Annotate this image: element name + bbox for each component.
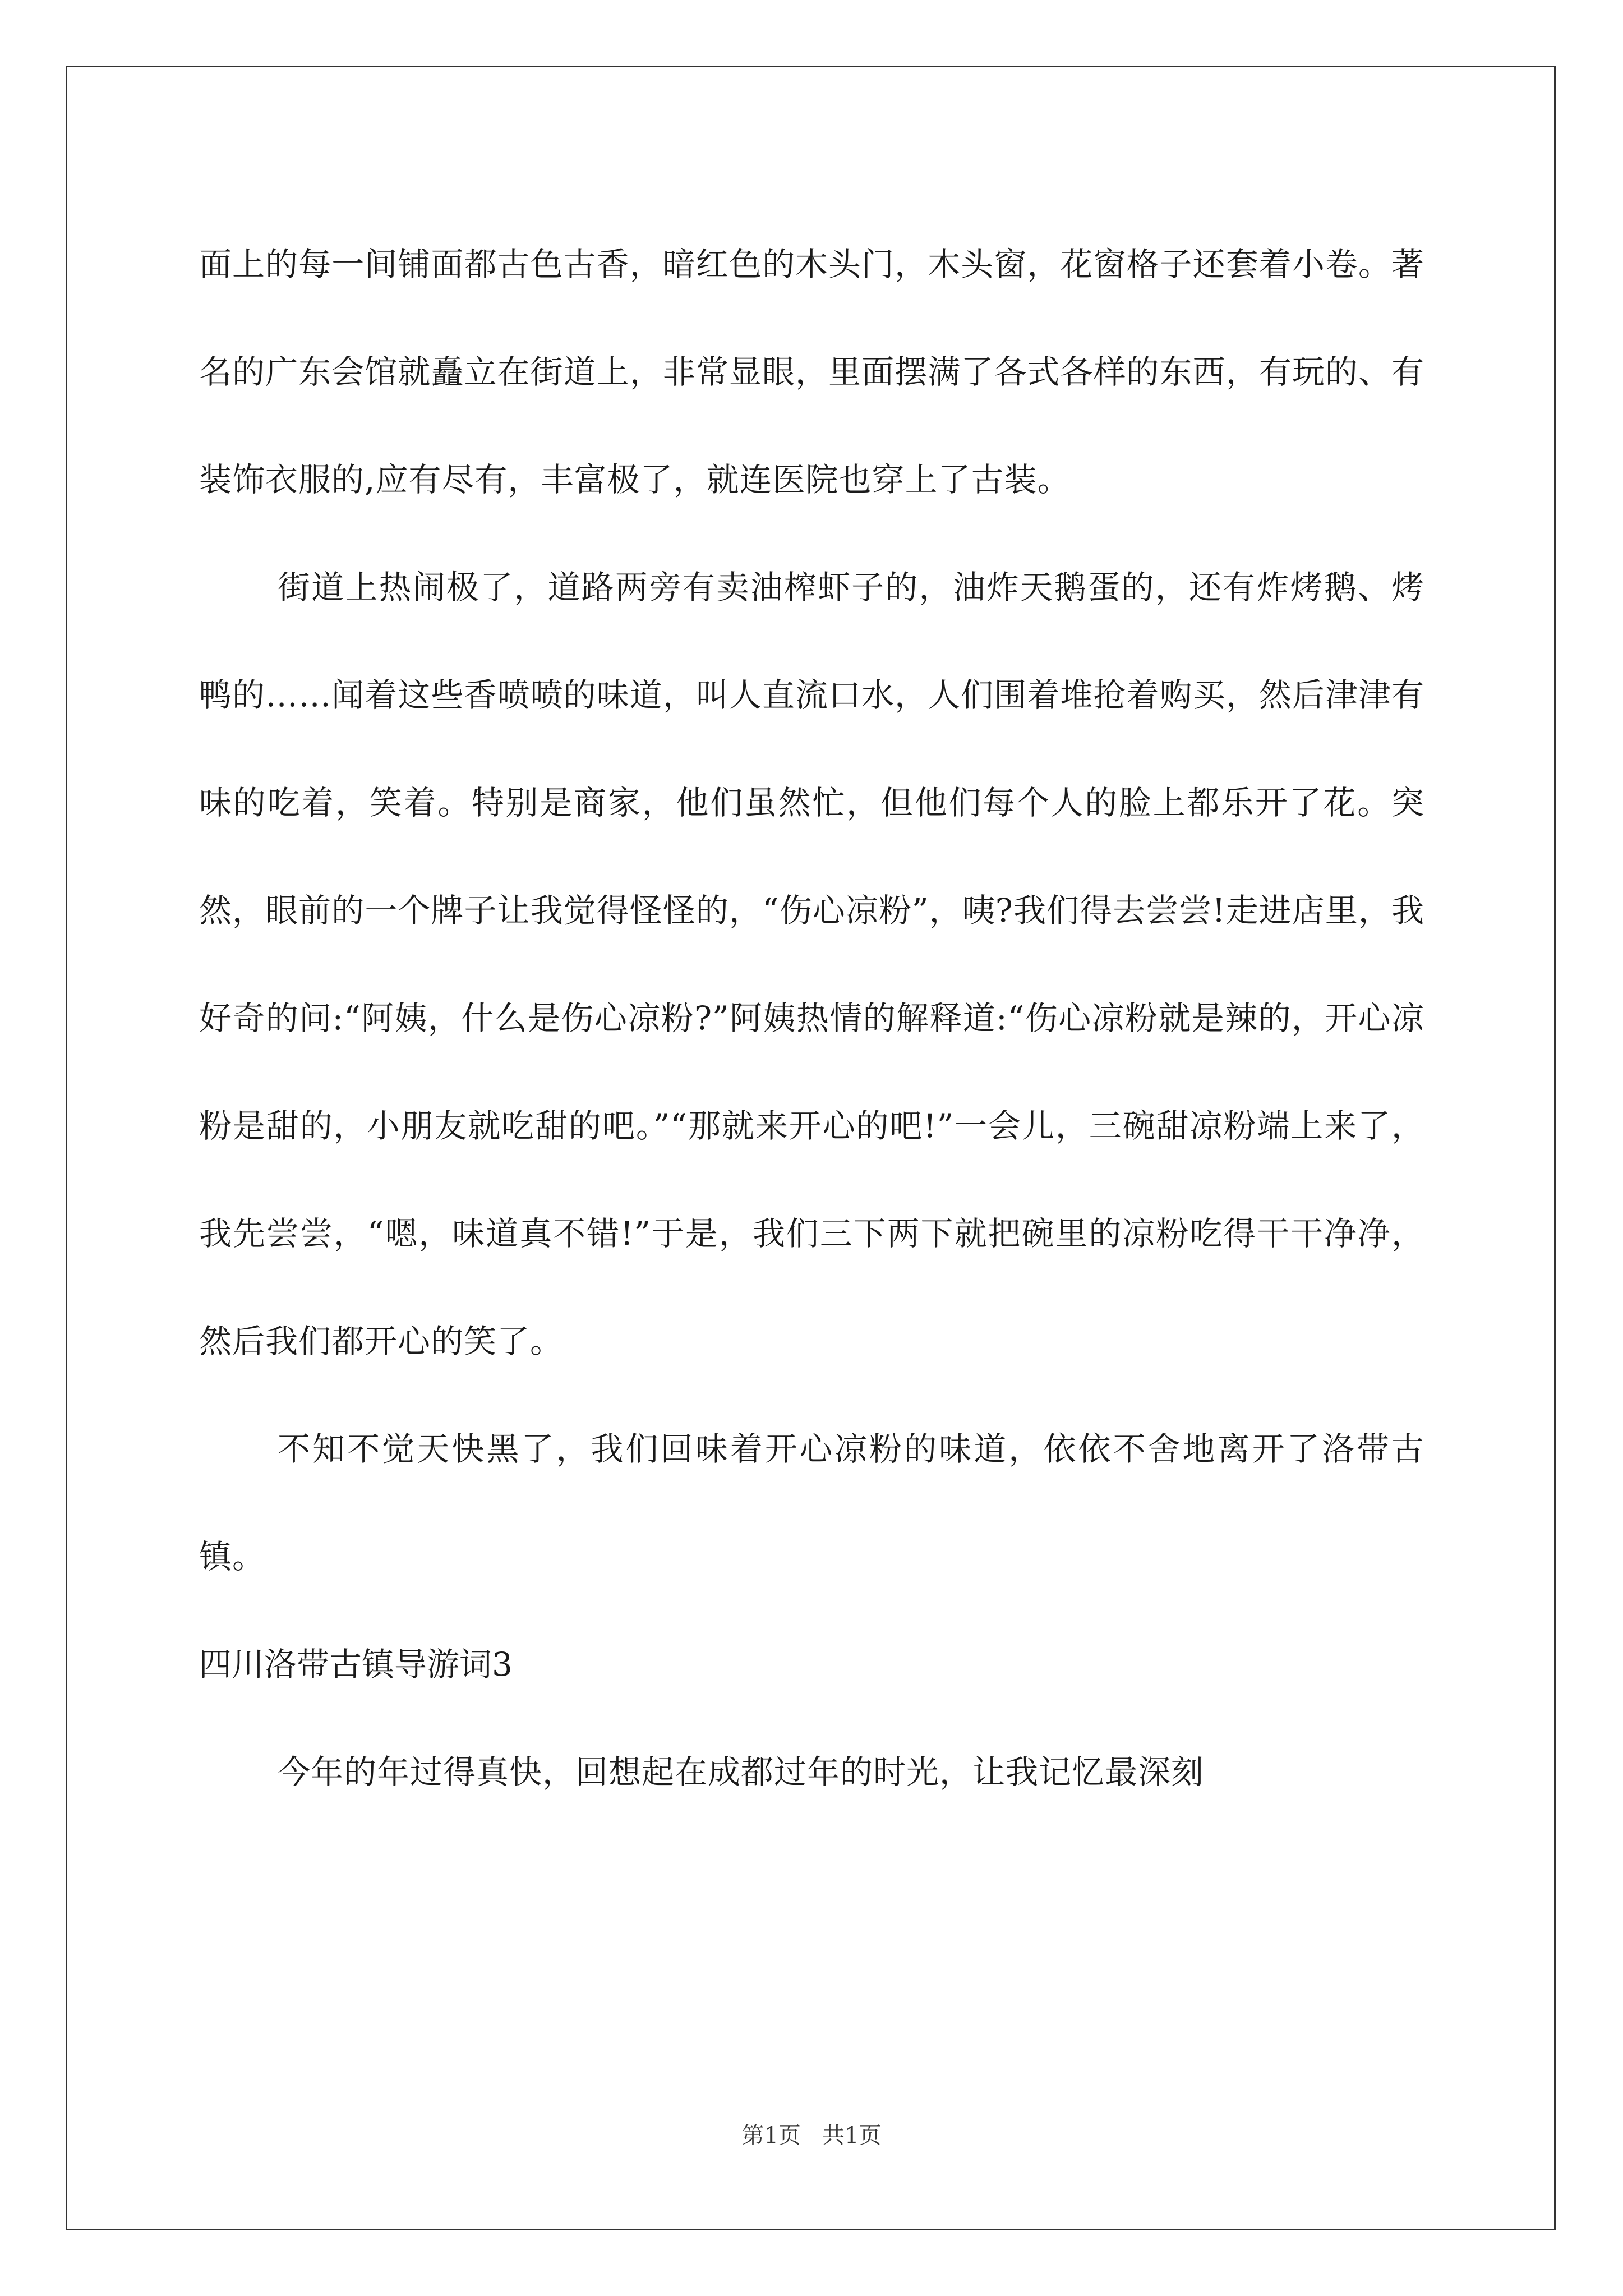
paragraph-3: 不知不觉天快黑了，我们回味着开心凉粉的味道，依依不舍地离开了洛带古镇。: [199, 1430, 1424, 1576]
section-title: 四川洛带古镇导游词3: [199, 1645, 513, 1683]
paragraph-2: 街道上热闹极了，道路两旁有卖油榨虾子的，油炸天鹅蛋的，还有炸烤鹅、烤鸭的……闻着这些香喷喷的味道，叫人直流口水，人们围着堆抢着购买，然后津津有味的吃着，笑着。特别是商家，他们虽然忙，但他们每个人的脸上都乐开了花。突然，眼前的一个牌子让我觉得怪怪的，“伤心凉粉”，咦?我们得去尝尝!走进店里，我好奇的问:“阿姨，什么是伤心凉粉?”阿姨热情的解释道:“伤心凉粉就是辣的，开心凉粉是甜的，小朋友就吃甜的吧。”“那就来开心的吧!”一会儿，三碗甜凉粉端上来了，我先尝尝，“嗯，味道真不错!”于是，我们三下两下就把碗里的凉粉吃得干干净净，然后我们都开心的笑了。: [199, 568, 1424, 1360]
document-body: [199, 210, 1424, 1826]
paragraph-1: 面上的每一间铺面都古色古香，暗红色的木头门，木头窗，花窗格子还套着小卷。著名的广东会馆就矗立在街道上，非常显眼，里面摆满了各式各样的东西，有玩的、有装饰衣服的,应有尽有，丰富极了，就连医院也穿上了古装。: [199, 245, 1424, 499]
page-footer: 第1页 共1页: [741, 2123, 882, 2148]
section-paragraph: 今年的年过得真快，回想起在成都过年的时光，让我记忆最深刻: [278, 1753, 1205, 1791]
